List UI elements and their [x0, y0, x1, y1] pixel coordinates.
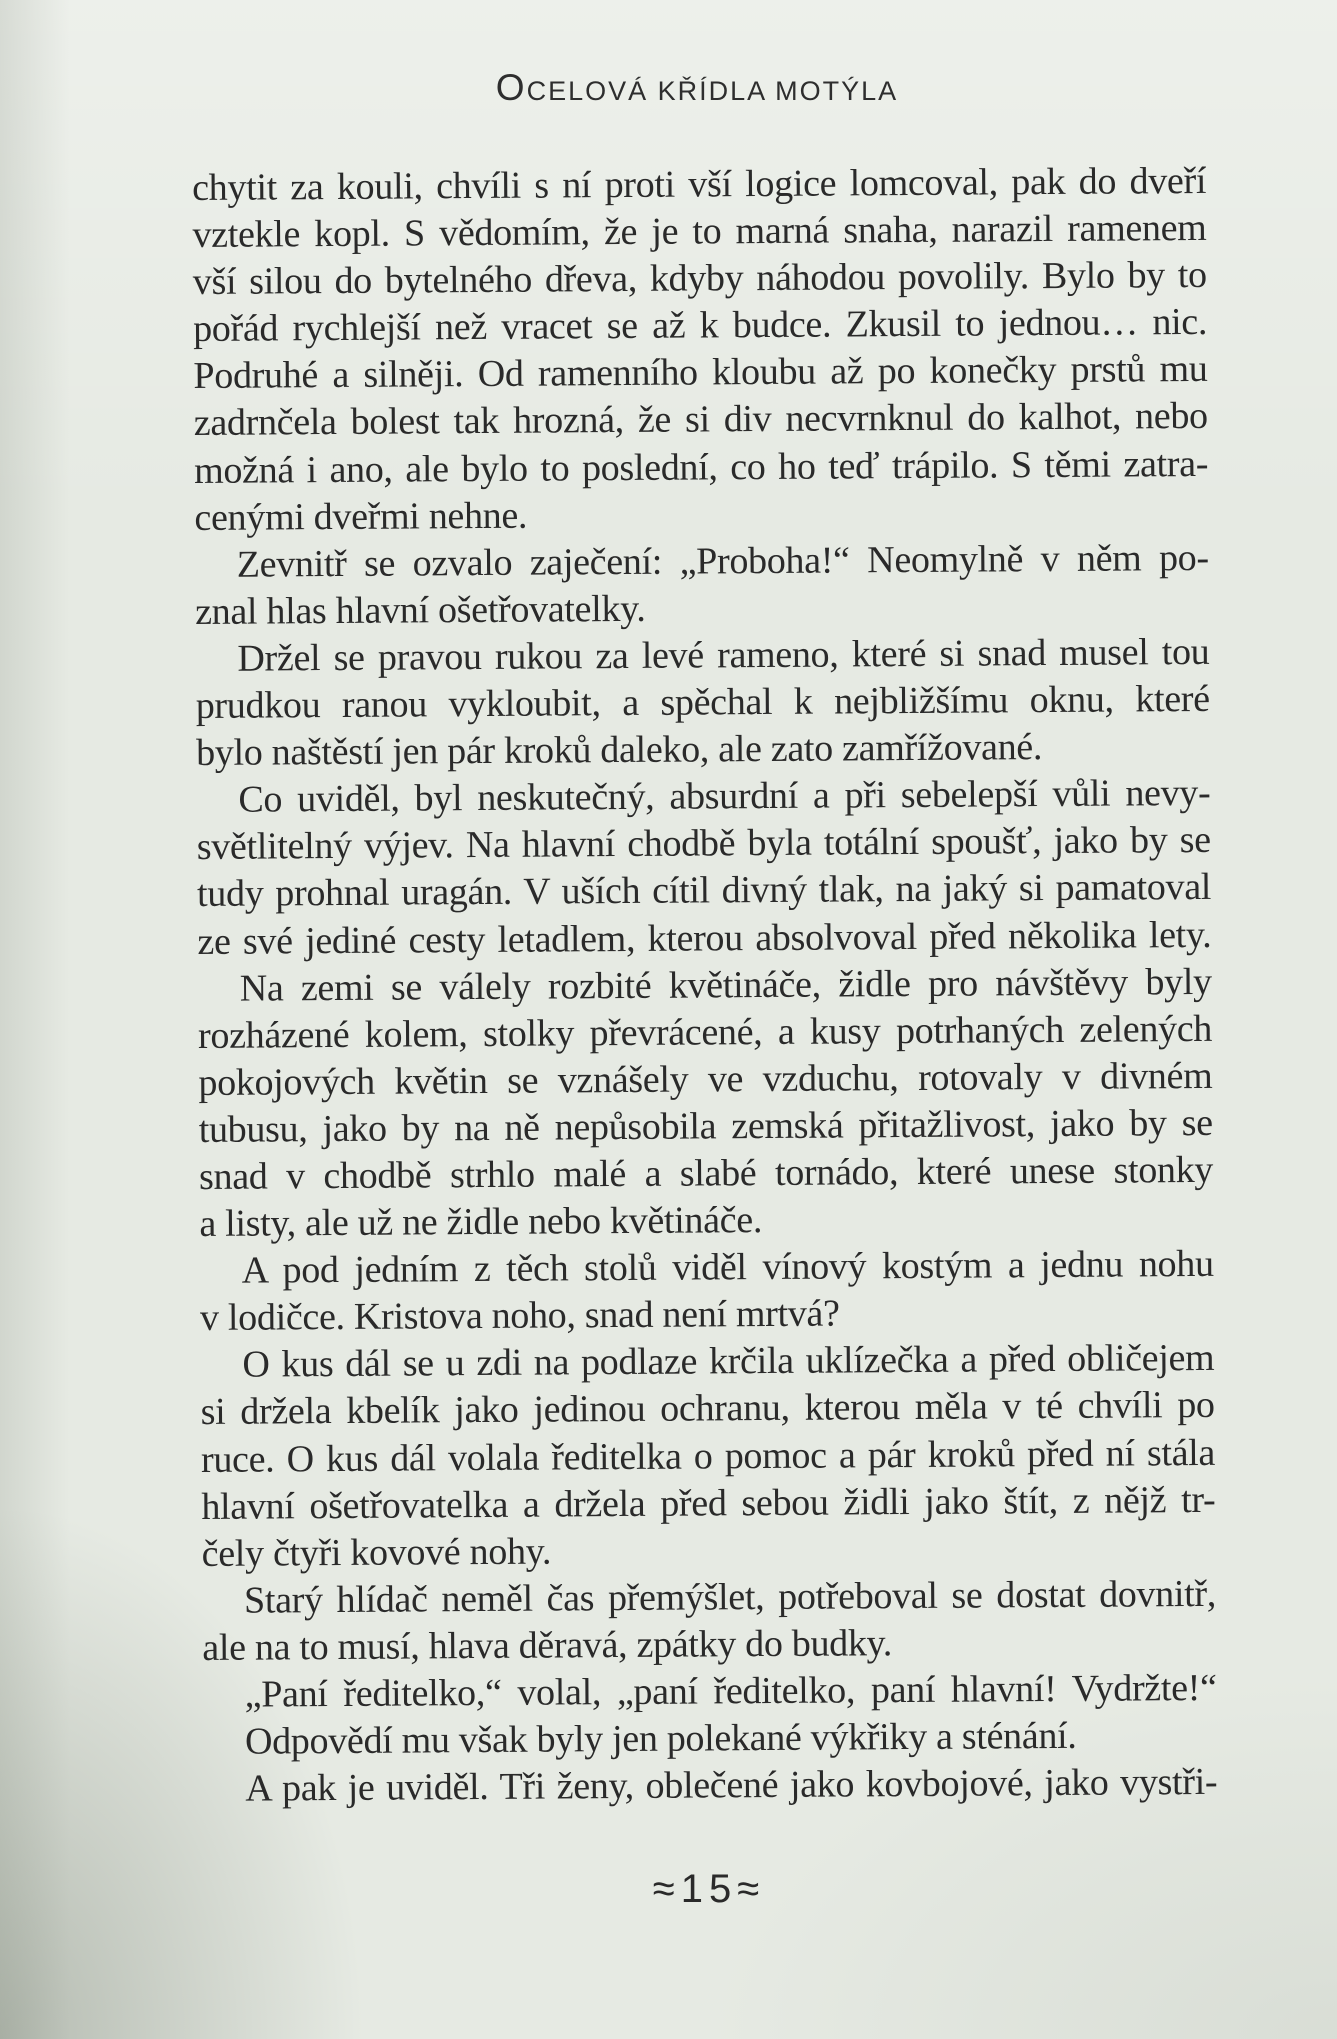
- text-line: O kus dál se u zdi na podlaze krčila uklízečka a před obličejem: [242, 1336, 1215, 1386]
- body-text: [192, 157, 1217, 1812]
- paragraph: [195, 534, 1210, 635]
- page-number: ≈15≈: [652, 1867, 766, 1911]
- text-line: Zevnitř se ozvalo zaječení: „Proboha!“ Neomylně v něm po-: [236, 536, 1209, 585]
- paragraph: [195, 628, 1210, 776]
- paragraph: [203, 1664, 1217, 1718]
- paragraph: [200, 1335, 1216, 1578]
- text-line: „Paní ředitelko,“ volal, „paní ředitelko, paní hlavní! Vydržte!“: [244, 1666, 1217, 1716]
- paragraph: [202, 1570, 1217, 1671]
- text-line: zadrnčela bolest tak hrozná, že si div necvrnknul do kalhot, nebo: [193, 394, 1208, 444]
- text-line: znal hlas hlavní ošetřovatelky.: [194, 587, 646, 633]
- paragraph: [198, 958, 1214, 1248]
- text-line: Podruhé a silněji. Od ramenního kloubu až po konečky prstů mu: [193, 347, 1208, 397]
- text-line: rozházené kolem, stolky převrácené, a kusy potrhaných zelených: [197, 1007, 1213, 1057]
- text-line: pokojových květin se vznášely ve vzduchu, rotovaly v divném: [198, 1054, 1213, 1104]
- paragraph: [200, 1241, 1215, 1342]
- text-line: ale na to musí, hlava děravá, zpátky do budky.: [202, 1621, 893, 1669]
- text-line: Odpovědí mu však byly jen polekané výkřiky a sténání.: [244, 1714, 1077, 1763]
- text-line: cenými dveřmi nehne.: [194, 493, 528, 539]
- text-line: Starý hlídač neměl čas přemýšlet, potřeboval se dostat dovnitř,: [243, 1572, 1217, 1621]
- text-line: chytit za kouli, chvíli s ní proti vší logice lomcoval, pak do dveří: [192, 159, 1207, 209]
- text-line: Na zemi se válely rozbité květináče, židle pro návštěvy byly: [239, 959, 1212, 1009]
- text-line: bylo naštěstí jen pár kroků daleko, ale zato zamřížované.: [195, 725, 1043, 774]
- text-line: Co uviděl, byl neskutečný, absurdní a při sebelepší vůli nevy-: [238, 771, 1211, 821]
- paragraph: [203, 1711, 1217, 1765]
- text-line: A pak je uviděl. Tři ženy, oblečené jako kovbojové, jako vystři-: [245, 1760, 1218, 1810]
- paragraph: [192, 157, 1209, 541]
- text-line: ze své jediné cesty letadlem, kterou absolvoval před několika lety.: [197, 912, 1212, 962]
- running-head: OCELOVÁ KŘÍDLA MOTÝLA: [495, 67, 899, 108]
- text-line: vší silou do bytelného dřeva, kdyby náhodou povolily. Bylo by to: [192, 253, 1207, 303]
- paragraph: [196, 770, 1211, 965]
- text-line: světlitelný výjev. Na hlavní chodbě byla totální spoušť, jako by se: [196, 818, 1211, 868]
- text-line: v lodičce. Kristova noho, snad není mrtvá?: [199, 1292, 840, 1339]
- text-line: čely čtyři kovové nohy.: [201, 1529, 552, 1575]
- text-line: a listy, ale už ne židle nebo květináče.: [199, 1198, 763, 1245]
- text-line: Držel se pravou rukou za levé rameno, které si snad musel tou: [237, 630, 1210, 680]
- text-line: ruce. O kus dál volala ředitelka o pomoc a pár kroků před ní stála: [200, 1430, 1216, 1480]
- text-line: tubusu, jako by na ně nepůsobila zemská přitažlivost, jako by se: [198, 1101, 1213, 1151]
- paragraph: [203, 1759, 1217, 1813]
- text-line: snad v chodbě strhlo malé a slabé tornádo, které unese stonky: [198, 1148, 1214, 1198]
- text-line: hlavní ošetřovatelka a držela před sebou židli jako štít, z nějž tr-: [201, 1478, 1216, 1528]
- text-line: pořád rychlejší než vracet se až k budce. Zkusil to jednou… nic.: [193, 300, 1208, 350]
- text-line: prudkou ranou vykloubit, a spěchal k nejbližšímu oknu, které: [195, 677, 1210, 727]
- text-line: si držela kbelík jako jedinou ochranu, kterou měla v té chvíli po: [200, 1383, 1215, 1433]
- text-line: možná i ano, ale bylo to poslední, co ho teď trápilo. S těmi zatra-: [193, 441, 1209, 492]
- text-line: vztekle kopl. S vědomím, že je to marná snaha, narazil ramenem: [192, 206, 1207, 256]
- text-line: A pod jedním z těch stolů viděl vínový kostým a jednu nohu: [241, 1242, 1214, 1292]
- text-line: tudy prohnal uragán. V uších cítil divný tlak, na jaký si pamatoval: [196, 865, 1212, 915]
